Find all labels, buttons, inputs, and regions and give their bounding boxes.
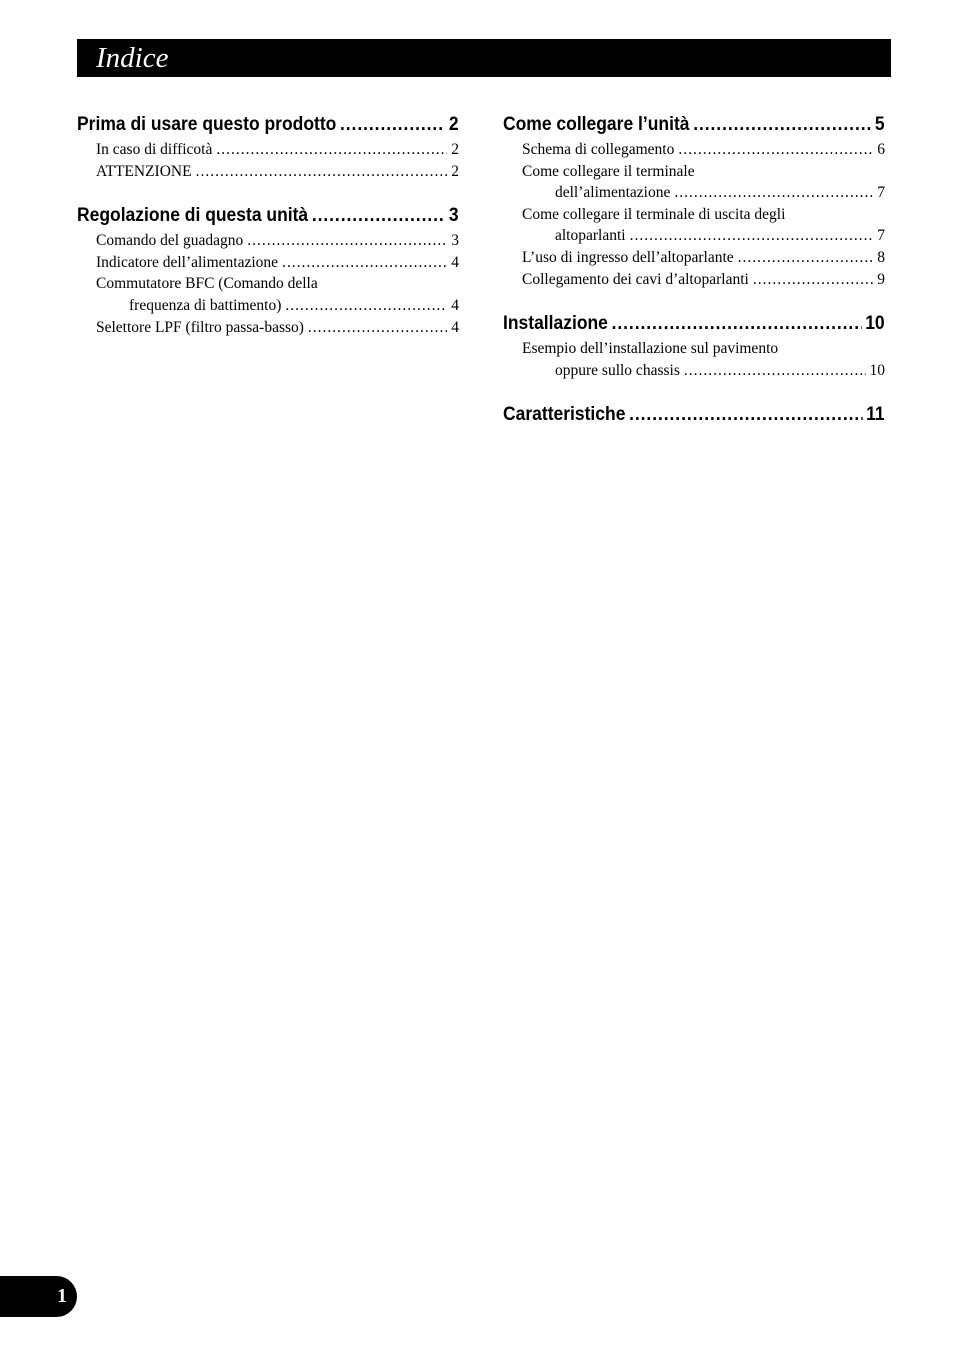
toc-entry-line[interactable]: Come collegare il terminale di uscita degli [522,205,786,223]
toc-entry-line[interactable]: Come collegare il terminale [522,162,695,180]
entry-title: altoparlanti [555,227,626,245]
toc-section [503,401,885,429]
dot-leader [678,139,873,161]
toc-entry[interactable] [77,317,459,339]
entry-page-number: 7 [877,227,885,245]
section-page-number: 3 [448,205,459,227]
toc-entry[interactable] [503,182,885,204]
entry-page-number: 9 [877,270,885,288]
entry-title: dell’alimentazione [555,184,671,202]
entry-page-number: 10 [869,361,885,379]
toc-entry[interactable] [503,269,885,291]
dot-leader [196,161,448,183]
section-title: Come collegare l’unità [503,114,690,135]
dot-leader [630,225,874,247]
entry-title: Schema di collegamento [522,141,675,158]
entry-page-number: 2 [451,162,459,180]
dot-leader [340,111,445,139]
dot-leader [629,401,862,429]
dot-leader [693,111,871,139]
page-number: 1 [57,1285,67,1307]
dot-leader [308,317,447,339]
toc-entry[interactable] [503,139,885,161]
dot-leader [285,295,447,317]
dot-leader [612,310,862,338]
section-page-number: 5 [874,114,885,135]
toc-entry[interactable] [77,139,459,161]
page-number-badge [0,1276,77,1317]
toc-entry[interactable] [77,295,459,317]
dot-leader [312,202,445,230]
toc-entry-line[interactable]: Commutatore BFC (Comando della [96,275,318,293]
entry-title: L’uso di ingresso dell’altoparlante [522,248,734,266]
toc-entry[interactable] [503,247,885,269]
section-page-number: 2 [448,114,459,135]
entry-title: Comando del guadagno [96,232,244,250]
dot-leader [674,182,873,204]
entry-page-number: 7 [877,184,885,202]
toc-section-heading[interactable] [503,401,885,429]
entry-page-number: 8 [877,248,885,266]
entry-page-number: 4 [451,318,459,336]
entry-title: In caso di difficotà [96,141,213,158]
entry-page-number: 3 [451,232,459,250]
entry-page-number: 2 [451,141,459,158]
toc-section-heading[interactable] [503,111,885,139]
dot-leader [753,269,873,291]
toc-entry-line[interactable]: Esempio dell’installazione sul pavimento [522,340,779,358]
entry-title: Collegamento dei cavi d’altoparlanti [522,270,749,288]
section-title: Regolazione di questa unità [77,205,309,227]
toc-entry[interactable] [77,161,459,183]
entry-title: ATTENZIONE [96,162,192,180]
entry-title: oppure sullo chassis [555,361,680,379]
entry-page-number: 4 [451,253,459,271]
entry-page-number: 4 [451,296,459,314]
toc-entry[interactable] [77,252,459,274]
toc-section [503,111,885,290]
section-page-number: 11 [866,404,885,426]
section-page-number: 10 [865,313,885,335]
page-title: Indice [96,42,169,74]
toc-section [77,111,459,182]
dot-leader [247,230,447,252]
entry-title: Indicatore dell’alimentazione [96,253,279,271]
entry-title: frequenza di battimento) [129,296,282,314]
dot-leader [216,139,447,161]
toc-section [77,202,459,338]
toc-entry[interactable] [77,230,459,252]
section-title: Caratteristiche [503,404,626,426]
toc-right-column [503,111,885,449]
entry-title: Selettore LPF (filtro passa-basso) [96,318,304,336]
entry-page-number: 6 [877,141,885,158]
title-bar [77,39,891,77]
toc-section-heading[interactable] [77,202,459,230]
toc-entry[interactable] [503,225,885,247]
toc-left-column [77,111,459,358]
toc-section-heading[interactable] [77,111,459,139]
dot-leader [282,252,447,274]
dot-leader [684,360,866,382]
section-title: Installazione [503,313,608,335]
toc-entry[interactable] [503,360,885,382]
toc-section [503,310,885,381]
dot-leader [738,247,874,269]
section-title: Prima di usare questo prodotto [77,114,337,135]
toc-section-heading[interactable] [503,310,885,338]
